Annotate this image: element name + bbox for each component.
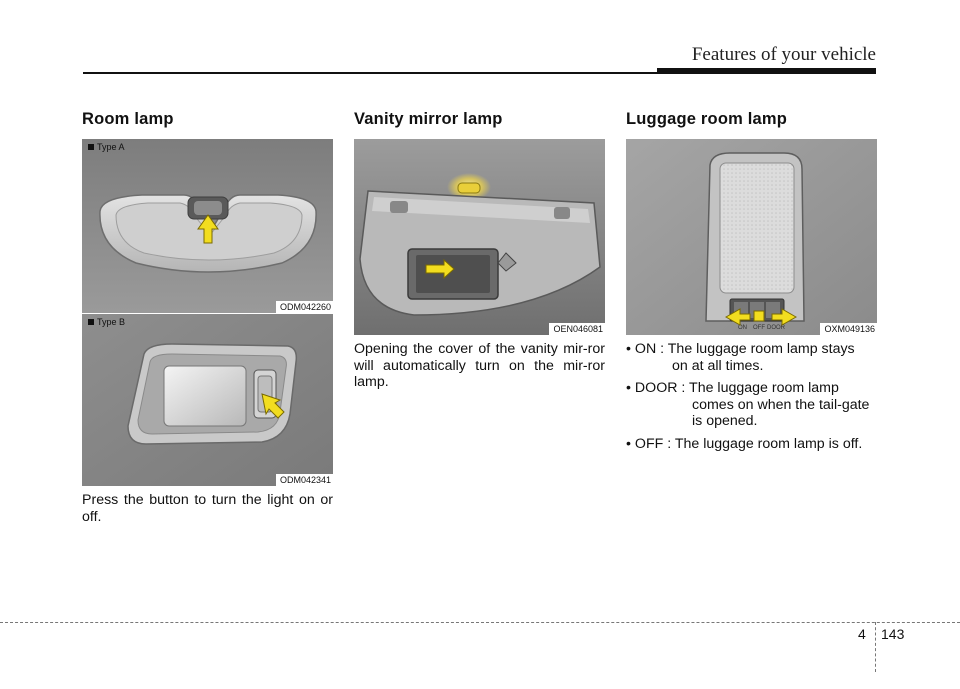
bullet-door-cont: comes on when the tail-gate is opened. [692, 396, 870, 429]
type-b-label-text: Type B [97, 317, 126, 327]
type-a-label [88, 142, 125, 152]
page-number: 143 [881, 626, 905, 642]
room-lamp-body: Press the button to turn the light on or off. [82, 492, 333, 525]
square-bullet-icon [88, 144, 94, 150]
bullet-off [626, 436, 877, 453]
header-rule [83, 72, 661, 74]
switch-label-off: OFF [753, 325, 765, 331]
vanity-mirror-illustration [354, 139, 605, 335]
luggage-lamp-heading: Luggage room lamp [626, 110, 788, 128]
bullet-on [626, 341, 877, 374]
luggage-lamp-bullets [626, 341, 877, 452]
image-code-odm042341: ODM042341 [276, 474, 333, 486]
vanity-mirror-photo [354, 139, 605, 335]
header-rule-bar [657, 68, 876, 74]
room-lamp-heading: Room lamp [82, 110, 174, 128]
image-code-odm042260: ODM042260 [276, 301, 333, 313]
header-title: Features of your vehicle [691, 44, 876, 65]
bullet-off-term: • OFF : The luggage room lamp is off. [626, 435, 863, 452]
luggage-lamp-photo [626, 139, 877, 335]
vanity-mirror-section [354, 110, 605, 391]
bullet-on-cont: on at all times. [672, 357, 764, 374]
switch-label-on: ON [738, 325, 747, 331]
room-lamp-type-a-illustration [82, 139, 333, 313]
vanity-mirror-heading: Vanity mirror lamp [354, 110, 503, 128]
luggage-lamp-illustration [626, 139, 877, 335]
type-a-label-text: Type A [97, 142, 125, 152]
footer-divider [875, 622, 876, 672]
chapter-number: 4 [858, 626, 866, 642]
room-lamp-type-b-photo [82, 314, 333, 486]
square-bullet-icon [88, 319, 94, 325]
switch-label-door: DOOR [767, 325, 785, 331]
room-lamp-section [82, 110, 333, 525]
luggage-lamp-section [626, 110, 877, 458]
footer-rule [0, 622, 960, 623]
bullet-door-term: • DOOR : The luggage room lamp [626, 380, 839, 396]
vanity-mirror-body: Opening the cover of the vanity mir-ror will automatically turn on the mir-ror lamp. [354, 341, 605, 390]
room-lamp-type-a-photo [82, 139, 333, 313]
room-lamp-type-b-illustration [82, 314, 333, 486]
type-b-label [88, 317, 125, 327]
image-code-oen046081: OEN046081 [549, 323, 605, 335]
image-code-oxm049136: OXM049136 [820, 323, 877, 335]
bullet-door [626, 380, 877, 430]
bullet-on-term: • ON : The luggage room lamp stays [626, 341, 855, 357]
